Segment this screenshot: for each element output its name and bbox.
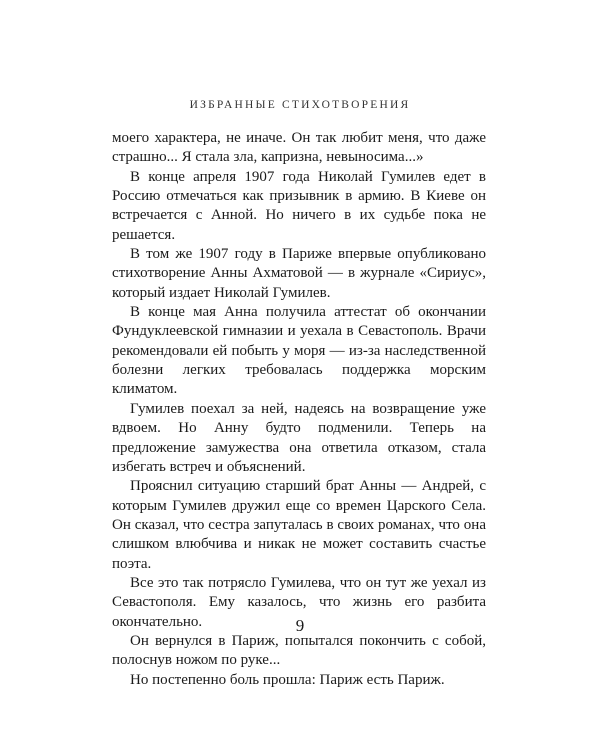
paragraph: В конце мая Анна получила аттестат об окончании Фундуклеевской гимназии и уехала в Севастополь. Врачи рекомендовали ей побыть у моря — из-за наследственной болезни легких требовалась поддержка морским климатом.: [112, 304, 486, 398]
running-head: ИЗБРАННЫЕ СТИХОТВОРЕНИЯ: [189, 99, 411, 111]
paragraph: Все это так потрясло Гумилева, что он тут же уехал из Севастополя. Ему казалось, что жизнь его разбита окончательно.: [112, 574, 486, 630]
paragraph: Прояснил ситуацию старший брат Анны — Андрей, с которым Гумилев дружил еще со времен Царского Села. Он сказал, что сестра запуталась в своих романах, что она слишком влюбчива и никак не может составить счастье поэта.: [112, 478, 486, 572]
page-number: 9: [295, 616, 305, 635]
body-text: [112, 129, 486, 690]
paragraph: В том же 1907 году в Париже впервые опубликовано стихотворение Анны Ахматовой — в журнале «Сириус», который издает Николай Гумилев.: [112, 246, 486, 301]
paragraph-continued: моего характера, не иначе. Он так любит меня, что даже страшно... Я стала зла, капризна, невыносима...»: [112, 130, 486, 166]
paragraph: Но постепенно боль прошла: Париж есть Париж.: [130, 671, 445, 688]
paragraph: В конце апреля 1907 года Николай Гумилев едет в Россию отмечаться как призывник в армию. В Киеве он встречается с Анной. Но ничего в их судьбе пока не решается.: [112, 168, 486, 243]
paragraph: Он вернулся в Париж, попытался покончить с собой, полоснув ножом по руке...: [112, 632, 486, 669]
paragraph: Гумилев поехал за ней, надеясь на возвращение уже вдвоем. Но Анну будто подменили. Теперь на предложение замужества она ответила отказом, стала избегать встреч и объяснений.: [112, 400, 486, 475]
